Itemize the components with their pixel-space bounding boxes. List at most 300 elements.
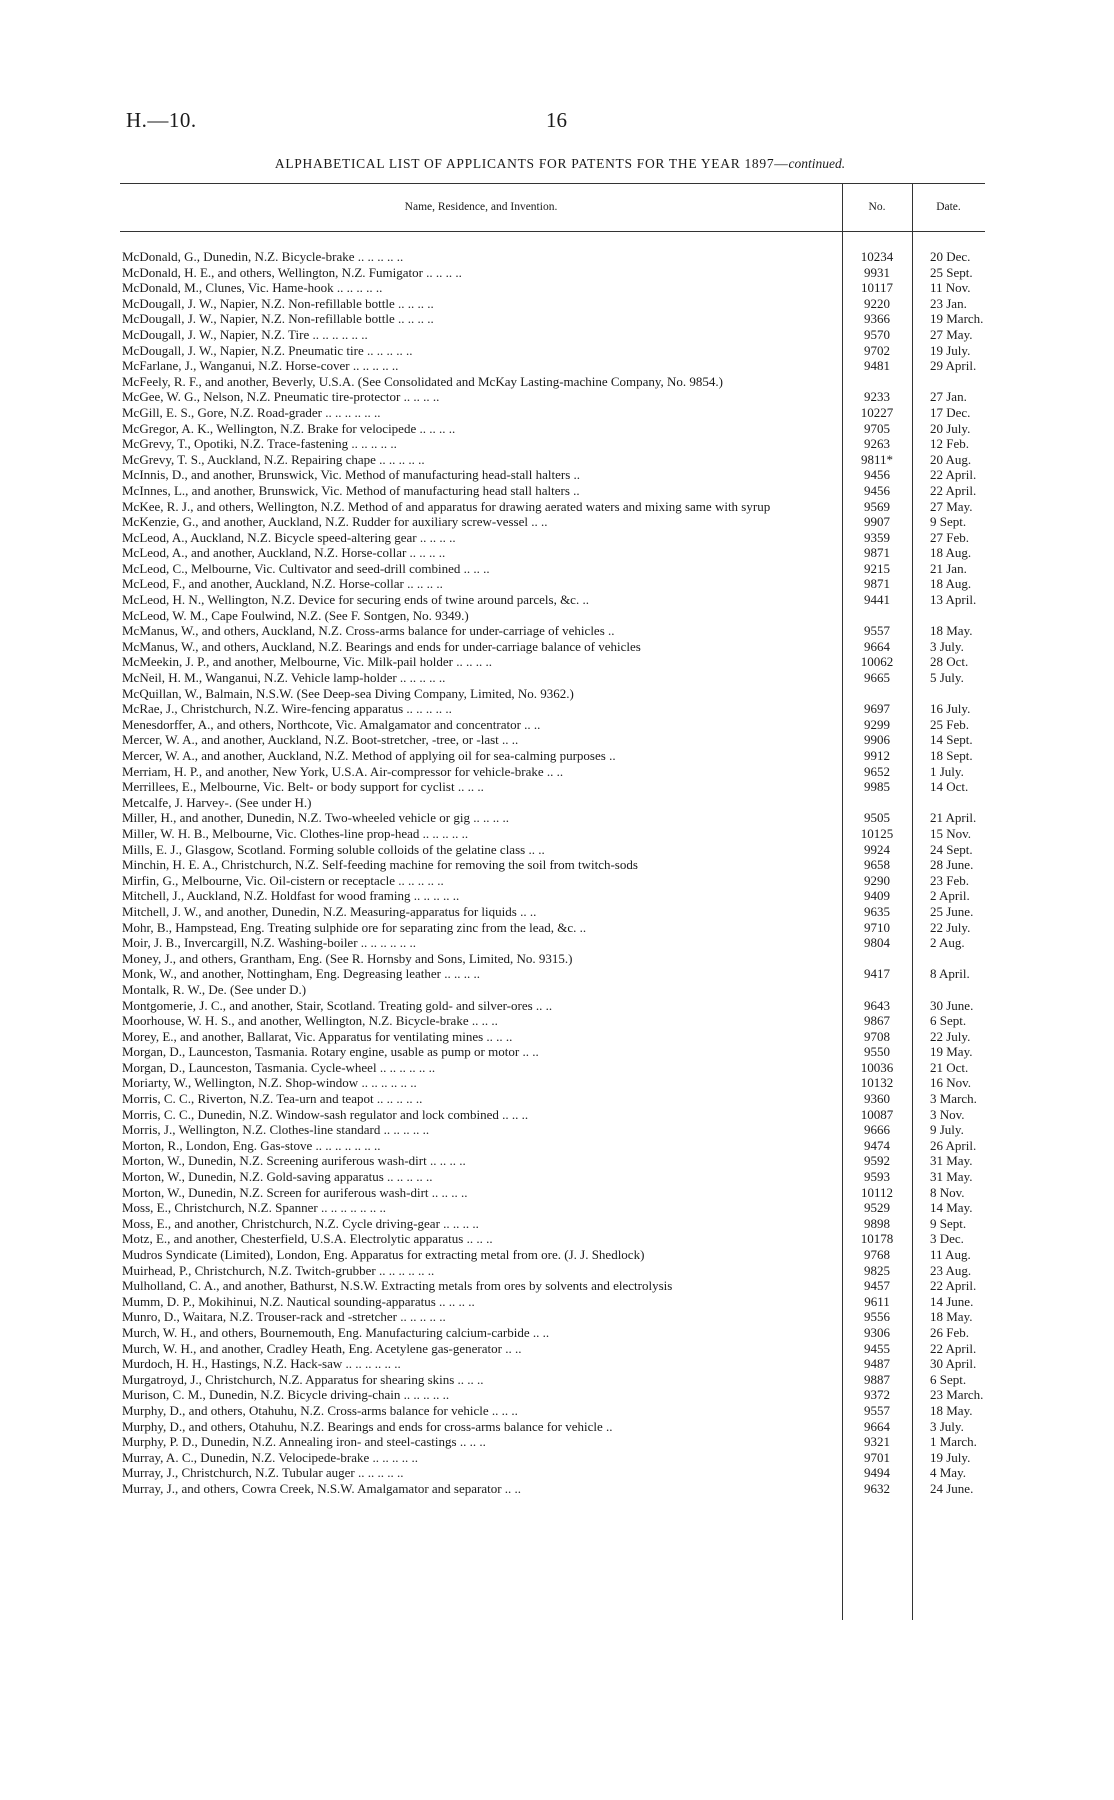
table-row — [120, 826, 985, 842]
table-row — [120, 717, 985, 733]
patent-number: 9592 — [864, 1153, 890, 1169]
application-date: 6 Sept. — [930, 1371, 967, 1387]
applicant-entry: Murgatroyd, J., Christchurch, N.Z. Apparatus for shearing skins .. .. .. — [122, 1371, 484, 1387]
patent-number: 9871 — [864, 545, 890, 561]
patent-number: 9664 — [864, 1418, 890, 1434]
application-date: 27 Jan. — [930, 389, 967, 405]
application-date: 3 Dec. — [930, 1231, 964, 1247]
column-header-no: No. — [868, 201, 886, 213]
table-row — [120, 857, 985, 873]
table-row — [120, 998, 985, 1014]
application-date: 25 June. — [930, 903, 974, 919]
table-row — [120, 530, 985, 546]
patent-number: 9455 — [864, 1340, 890, 1356]
application-date: 27 May. — [930, 326, 973, 342]
patent-number: 9825 — [864, 1262, 890, 1278]
applicant-entry: Murray, J., Christchurch, N.Z. Tubular auger .. .. .. .. .. — [122, 1465, 404, 1481]
table-row — [120, 1122, 985, 1138]
applicant-entry: McKenzie, G., and another, Auckland, N.Z. Rudder for auxiliary screw-vessel .. .. — [122, 514, 548, 530]
table-row — [120, 810, 985, 826]
application-date: 18 Sept. — [930, 748, 973, 763]
table-row — [120, 1153, 985, 1169]
application-date: 25 Feb. — [930, 716, 969, 732]
patent-number: 9233 — [864, 389, 890, 405]
application-date: 18 May. — [930, 1402, 973, 1418]
applicant-entry: Mudros Syndicate (Limited), London, Eng. Apparatus for extracting metal from ore. (J. J. Shedlock) — [122, 1247, 645, 1262]
patent-number: 9550 — [864, 1044, 890, 1060]
patent-number: 9710 — [864, 919, 890, 935]
table-row — [120, 1450, 985, 1466]
application-date: 1 March. — [930, 1434, 977, 1450]
applicant-entry: McDonald, G., Dunedin, N.Z. Bicycle-brake .. .. .. .. .. — [122, 249, 404, 264]
table-body — [120, 249, 985, 1497]
application-date: 20 July. — [930, 420, 971, 436]
patent-number: 10112 — [860, 1184, 894, 1200]
applicant-entry: Morton, R., London, Eng. Gas-stove .. .. .. .. .. .. .. — [122, 1137, 381, 1153]
table-row — [120, 795, 985, 811]
application-date: 4 May. — [930, 1465, 966, 1481]
application-date: 18 May. — [930, 623, 973, 639]
table-row — [120, 1325, 985, 1341]
table-top-rule — [120, 183, 985, 184]
table-row — [120, 608, 985, 624]
table-row — [120, 1434, 985, 1450]
patent-number: 9664 — [864, 638, 890, 654]
table-row — [120, 1231, 985, 1247]
applicant-entry: Mulholland, C. A., and another, Bathurst, N.S.W. Extracting metals from ores by solvents and electrolysis — [122, 1278, 673, 1294]
patent-number: 9366 — [864, 311, 890, 327]
applicant-entry: Miller, H., and another, Dunedin, N.Z. Two-wheeled vehicle or gig .. .. .. .. — [122, 810, 509, 826]
applicant-entry: Murdoch, H. H., Hastings, N.Z. Hack-saw .. .. .. .. .. .. — [122, 1356, 401, 1372]
applicant-entry: Munro, D., Waitara, N.Z. Trouser-rack and -stretcher .. .. .. .. .. — [122, 1309, 446, 1325]
patent-number: 9557 — [864, 1402, 890, 1418]
patent-number: 10234 — [860, 249, 894, 264]
patent-number: 9299 — [864, 716, 890, 732]
applicant-entry: McKee, R. J., and others, Wellington, N.Z. Method of and apparatus for drawing aerated waters and mixing same with syrup — [122, 498, 771, 514]
applicant-entry: Mitchell, J. W., and another, Dunedin, N.Z. Measuring-apparatus for liquids .. .. — [122, 903, 537, 919]
patent-number: 9306 — [864, 1324, 890, 1340]
application-date: 8 April. — [930, 966, 970, 982]
applicant-entry: Moss, E., Christchurch, N.Z. Spanner .. .. .. .. .. .. .. — [122, 1200, 386, 1216]
column-header-date: Date. — [936, 201, 961, 213]
patent-number: 10062 — [860, 654, 894, 670]
patent-number: 9985 — [864, 779, 890, 795]
application-date: 28 June. — [930, 857, 974, 873]
document-reference: H.—10. — [126, 108, 197, 132]
table-row — [120, 1278, 985, 1294]
table-row — [120, 467, 985, 483]
table-row — [120, 499, 985, 515]
table-row — [120, 748, 985, 764]
patent-number: 9290 — [864, 872, 890, 888]
table-row — [120, 732, 985, 748]
applicant-entry: McLeod, A., Auckland, N.Z. Bicycle speed-altering gear .. .. .. .. — [122, 529, 456, 545]
patent-number: 9474 — [864, 1137, 890, 1153]
table-row — [120, 592, 985, 608]
patent-number: 10125 — [860, 825, 894, 841]
application-date: 23 Jan. — [930, 295, 967, 311]
applicant-entry: Morton, W., Dunedin, N.Z. Screen for auriferous wash-dirt .. .. .. .. — [122, 1184, 468, 1200]
application-date: 23 Feb. — [930, 872, 969, 888]
table-row — [120, 1372, 985, 1388]
patent-number: 9372 — [864, 1387, 890, 1403]
application-date: 2 April. — [930, 888, 970, 904]
table-row — [120, 358, 985, 374]
applicant-entry: Mitchell, J., Auckland, N.Z. Holdfast for wood framing .. .. .. .. .. — [122, 888, 460, 904]
table-row — [120, 405, 985, 421]
patent-number: 9705 — [864, 420, 890, 436]
table-row — [120, 888, 985, 904]
applicant-entry: McManus, W., and others, Auckland, N.Z. Bearings and ends for under-carriage balance of vehicles — [122, 638, 641, 654]
table-row — [120, 982, 985, 998]
applicant-entry: Mirfin, G., Melbourne, Vic. Oil-cistern or receptacle .. .. .. .. .. — [122, 872, 444, 888]
table-row — [120, 1216, 985, 1232]
application-date: 22 April. — [930, 1340, 977, 1356]
application-date: 23 March. — [930, 1387, 984, 1403]
patent-number: 9529 — [864, 1200, 890, 1216]
table-row — [120, 1294, 985, 1310]
list-title — [120, 156, 1000, 172]
table-row — [120, 1169, 985, 1185]
patent-number: 9907 — [864, 514, 890, 530]
patent-number: 9220 — [864, 295, 890, 311]
table-row — [120, 1075, 985, 1091]
patent-number: 9665 — [864, 670, 890, 686]
table-row — [120, 1013, 985, 1029]
applicant-entry: Morris, J., Wellington, N.Z. Clothes-line standard .. .. .. .. .. — [122, 1122, 430, 1138]
table-row — [120, 1060, 985, 1076]
application-date: 22 April. — [930, 467, 977, 483]
patent-number: 9632 — [864, 1480, 890, 1496]
applicant-entry: Moorhouse, W. H. S., and another, Wellington, N.Z. Bicycle-brake .. .. .. — [122, 1013, 498, 1029]
table-row — [120, 764, 985, 780]
applicant-entry: McGregor, A. K., Wellington, N.Z. Brake for velocipede .. .. .. .. — [122, 420, 456, 436]
application-date: 14 Oct. — [930, 779, 969, 795]
applicant-entry: Morris, C. C., Dunedin, N.Z. Window-sash regulator and lock combined .. .. .. — [122, 1106, 529, 1122]
application-date: 14 Sept. — [930, 732, 973, 748]
patent-number: 9768 — [864, 1247, 890, 1262]
applicant-entry: Miller, W. H. B., Melbourne, Vic. Clothes-line prop-head .. .. .. .. .. — [122, 825, 469, 841]
applicant-entry: McMeekin, J. P., and another, Melbourne, Vic. Milk-pail holder .. .. .. .. — [122, 654, 492, 670]
patent-number: 9570 — [864, 326, 890, 342]
table-row — [120, 1356, 985, 1372]
patent-number: 9417 — [864, 966, 890, 982]
table-row — [120, 904, 985, 920]
table-row — [120, 1481, 985, 1497]
patent-number: 9360 — [864, 1091, 890, 1107]
application-date: 15 Nov. — [930, 825, 972, 841]
table-row — [120, 1341, 985, 1357]
patent-number: 9867 — [864, 1013, 890, 1029]
patent-number: 9697 — [864, 701, 890, 717]
table-row — [120, 1185, 985, 1201]
applicant-entry: Mercer, W. A., and another, Auckland, N.Z. Method of applying oil for sea-calming purposes .. — [122, 748, 616, 763]
table-row — [120, 327, 985, 343]
applicant-entry: Morton, W., Dunedin, N.Z. Gold-saving apparatus .. .. .. .. .. — [122, 1169, 433, 1185]
application-date: 29 April. — [930, 358, 977, 374]
application-date: 23 Aug. — [930, 1262, 972, 1278]
applicant-entry: Motz, E., and another, Chesterfield, U.S.A. Electrolytic apparatus .. .. .. — [122, 1231, 493, 1247]
applicant-entry: McDougall, J. W., Napier, N.Z. Non-refillable bottle .. .. .. .. — [122, 311, 434, 327]
patent-number: 9912 — [864, 748, 890, 763]
application-date: 30 June. — [930, 997, 974, 1013]
table-row — [120, 623, 985, 639]
application-date: 22 April. — [930, 482, 977, 498]
table-row — [120, 280, 985, 296]
patent-number: 9569 — [864, 498, 890, 514]
application-date: 26 April. — [930, 1137, 977, 1153]
patent-number: 9931 — [864, 264, 890, 280]
patent-number: 9457 — [864, 1278, 890, 1294]
application-date: 25 Sept. — [930, 264, 973, 280]
table-row — [120, 1029, 985, 1045]
patent-number: 9871 — [864, 576, 890, 592]
table-row — [120, 1387, 985, 1403]
patent-number: 9666 — [864, 1122, 890, 1138]
application-date: 18 May. — [930, 1309, 973, 1325]
patent-number: 9441 — [864, 592, 890, 608]
table-row — [120, 421, 985, 437]
application-date: 21 Oct. — [930, 1059, 969, 1075]
patent-number: 9481 — [864, 358, 890, 374]
application-date: 24 June. — [930, 1480, 974, 1496]
applicant-entry: McManus, W., and others, Auckland, N.Z. Cross-arms balance for under-carriage of vehicles .. — [122, 623, 615, 639]
table-row — [120, 389, 985, 405]
applicant-entry: Morton, W., Dunedin, N.Z. Screening auriferous wash-dirt .. .. .. .. — [122, 1153, 466, 1169]
applicant-entry: McDougall, J. W., Napier, N.Z. Non-refillable bottle .. .. .. .. — [122, 295, 434, 311]
list-title-main: ALPHABETICAL LIST OF APPLICANTS FOR PATENTS FOR THE YEAR 1897— — [274, 156, 789, 171]
application-date: 18 Aug. — [930, 576, 972, 592]
patent-number: 9652 — [864, 763, 890, 779]
applicant-entry: Menesdorffer, A., and others, Northcote, Vic. Amalgamator and concentrator .. .. — [122, 716, 541, 732]
application-date: 27 Feb. — [930, 529, 969, 545]
applicant-entry: Moriarty, W., Wellington, N.Z. Shop-window .. .. .. .. .. .. — [122, 1075, 417, 1091]
applicant-entry: Money, J., and others, Grantham, Eng. (See R. Hornsby and Sons, Limited, No. 9315.) — [122, 950, 573, 966]
table-row — [120, 654, 985, 670]
applicant-entry: McInnis, D., and another, Brunswick, Vic. Method of manufacturing head-stall halters .. — [122, 467, 581, 483]
patent-number: 10036 — [860, 1059, 894, 1075]
application-date: 9 Sept. — [930, 1215, 967, 1231]
table-row — [120, 561, 985, 577]
patent-number: 9701 — [864, 1449, 890, 1465]
table-row — [120, 576, 985, 592]
applicant-entry: Montgomerie, J. C., and another, Stair, Scotland. Treating gold- and silver-ores .. .. — [122, 997, 553, 1013]
table-row — [120, 670, 985, 686]
application-date: 24 Sept. — [930, 841, 973, 857]
patent-number: 9556 — [864, 1309, 890, 1325]
application-date: 19 July. — [930, 342, 971, 358]
table-row — [120, 1309, 985, 1325]
applicant-entry: Moir, J. B., Invercargill, N.Z. Washing-boiler .. .. .. .. .. .. — [122, 935, 417, 951]
application-date: 19 March. — [930, 311, 984, 327]
applicant-entry: McDonald, H. E., and others, Wellington, N.Z. Fumigator .. .. .. .. — [122, 264, 462, 280]
table-row — [120, 1200, 985, 1216]
application-date: 3 Nov. — [930, 1106, 965, 1122]
application-date: 14 June. — [930, 1293, 974, 1309]
applicant-entry: McLeod, W. M., Cape Foulwind, N.Z. (See F. Sontgen, No. 9349.) — [122, 607, 469, 623]
table-row — [120, 1044, 985, 1060]
applicants-table — [120, 183, 985, 1620]
patent-number: 9804 — [864, 935, 890, 951]
application-date: 12 Feb. — [930, 436, 969, 452]
application-date: 27 May. — [930, 498, 973, 514]
application-date: 3 July. — [930, 638, 964, 654]
patent-number: 9593 — [864, 1169, 890, 1185]
applicant-entry: Murch, W. H., and others, Bournemouth, Eng. Manufacturing calcium-carbide .. .. — [122, 1324, 550, 1340]
application-date: 30 April. — [930, 1356, 977, 1372]
application-date: 19 May. — [930, 1044, 973, 1060]
application-date: 22 July. — [930, 919, 971, 935]
patent-number: 9898 — [864, 1215, 890, 1231]
applicant-entry: Metcalfe, J. Harvey-. (See under H.) — [122, 794, 312, 810]
table-row — [120, 1419, 985, 1435]
table-row — [120, 873, 985, 889]
patent-number: 10132 — [860, 1075, 894, 1091]
application-date: 20 Aug. — [930, 451, 972, 467]
patent-number: 9263 — [864, 436, 890, 452]
applicant-entry: Morris, C. C., Riverton, N.Z. Tea-urn and teapot .. .. .. .. .. — [122, 1091, 423, 1107]
application-date: 31 May. — [930, 1169, 973, 1185]
applicant-entry: Morgan, D., Launceston, Tasmania. Rotary engine, usable as pump or motor .. .. — [122, 1044, 539, 1060]
table-row — [120, 701, 985, 717]
applicant-entry: Mills, E. J., Glasgow, Scotland. Forming soluble colloids of the gelatine class .. .. — [122, 841, 545, 857]
applicant-entry: Muirhead, P., Christchurch, N.Z. Twitch-grubber .. .. .. .. .. .. — [122, 1262, 435, 1278]
applicant-entry: Mumm, D. P., Mokihinui, N.Z. Nautical sounding-apparatus .. .. .. .. — [122, 1293, 475, 1309]
patent-number: 9811* — [860, 451, 894, 467]
table-row — [120, 951, 985, 967]
table-row — [120, 639, 985, 655]
application-date: 13 April. — [930, 592, 977, 608]
applicant-entry: Monk, W., and another, Nottingham, Eng. Degreasing leather .. .. .. .. — [122, 966, 480, 982]
list-title-suffix: continued. — [788, 156, 846, 171]
applicant-entry: McRae, J., Christchurch, N.Z. Wire-fencing apparatus .. .. .. .. .. — [122, 701, 452, 717]
applicant-entry: Murray, J., and others, Cowra Creek, N.S.W. Amalgamator and separator .. .. — [122, 1480, 522, 1496]
applicant-entry: Minchin, H. E. A., Christchurch, N.Z. Self-feeding machine for removing the soil from twitch-sods — [122, 857, 638, 873]
application-date: 16 July. — [930, 701, 971, 717]
application-date: 18 Aug. — [930, 545, 972, 561]
applicant-entry: McLeod, C., Melbourne, Vic. Cultivator and seed-drill combined .. .. .. — [122, 560, 490, 576]
patent-number: 9611 — [864, 1293, 890, 1309]
patent-number: 9487 — [864, 1356, 890, 1372]
table-row — [120, 1263, 985, 1279]
patent-number: 9456 — [864, 467, 890, 483]
table-row — [120, 545, 985, 561]
applicant-entry: Murch, W. H., and another, Cradley Heath, Eng. Acetylene gas-generator .. .. — [122, 1340, 522, 1356]
applicant-entry: McGrevy, T. S., Auckland, N.Z. Repairing chape .. .. .. .. .. — [122, 451, 425, 467]
application-date: 14 May. — [930, 1200, 973, 1216]
applicant-entry: McFarlane, J., Wanganui, N.Z. Horse-cover .. .. .. .. .. — [122, 358, 399, 374]
application-date: 9 Sept. — [930, 514, 967, 530]
patent-number: 9409 — [864, 888, 890, 904]
application-date: 17 Dec. — [930, 404, 971, 420]
application-date: 5 July. — [930, 670, 964, 686]
patent-number: 10178 — [860, 1231, 894, 1247]
patent-number: 10087 — [860, 1106, 894, 1122]
application-date: 16 Nov. — [930, 1075, 972, 1091]
applicant-entry: McGee, W. G., Nelson, N.Z. Pneumatic tire-protector .. .. .. .. — [122, 389, 440, 405]
applicant-entry: McQuillan, W., Balmain, N.S.W. (See Deep-sea Diving Company, Limited, No. 9362.) — [122, 685, 574, 701]
application-date: 19 July. — [930, 1449, 971, 1465]
patent-number: 10227 — [860, 404, 894, 420]
table-row — [120, 249, 985, 265]
table-row — [120, 452, 985, 468]
patent-number: 9456 — [864, 482, 890, 498]
column-header-name: Name, Residence, and Invention. — [404, 201, 558, 213]
applicant-entry: Murphy, P. D., Dunedin, N.Z. Annealing iron- and steel-castings .. .. .. — [122, 1434, 486, 1450]
patent-number: 9702 — [864, 342, 890, 358]
page-header — [126, 108, 986, 138]
table-row — [120, 311, 985, 327]
table-row — [120, 1091, 985, 1107]
application-date: 2 Aug. — [930, 935, 965, 951]
application-date: 9 July. — [930, 1122, 964, 1138]
application-date: 26 Feb. — [930, 1324, 969, 1340]
table-row — [120, 483, 985, 499]
table-row — [120, 966, 985, 982]
applicant-entry: Morgan, D., Launceston, Tasmania. Cycle-wheel .. .. .. .. .. .. — [122, 1059, 436, 1075]
application-date: 11 Nov. — [930, 280, 971, 296]
patent-number: 9635 — [864, 903, 890, 919]
patent-number: 9643 — [864, 997, 890, 1013]
patent-number: 9887 — [864, 1371, 890, 1387]
applicant-entry: McFeely, R. F., and another, Beverly, U.S.A. (See Consolidated and McKay Lasting-machine Company, No. 9854.) — [122, 373, 724, 389]
table-row — [120, 1138, 985, 1154]
table-row — [120, 779, 985, 795]
table-row — [120, 920, 985, 936]
application-date: 22 April. — [930, 1278, 977, 1294]
application-date: 21 April. — [930, 810, 977, 826]
applicant-entry: Mohr, B., Hampstead, Eng. Treating sulphide ore for separating zinc from the lead, &c. .. — [122, 919, 587, 935]
table-row — [120, 436, 985, 452]
application-date: 11 Aug. — [930, 1247, 971, 1262]
applicant-entry: Murison, C. M., Dunedin, N.Z. Bicycle driving-chain .. .. .. .. .. — [122, 1387, 450, 1403]
applicant-entry: Murray, A. C., Dunedin, N.Z. Velocipede-brake .. .. .. .. .. — [122, 1449, 419, 1465]
application-date: 28 Oct. — [930, 654, 969, 670]
table-row — [120, 296, 985, 312]
table-row — [120, 1403, 985, 1419]
patent-number: 10117 — [860, 280, 894, 296]
patent-number: 9494 — [864, 1465, 890, 1481]
application-date: 20 Dec. — [930, 249, 971, 264]
applicant-entry: McLeod, F., and another, Auckland, N.Z. Horse-collar .. .. .. .. — [122, 576, 443, 592]
applicant-entry: McDonald, M., Clunes, Vic. Hame-hook .. .. .. .. .. — [122, 280, 383, 296]
application-date: 21 Jan. — [930, 560, 967, 576]
applicant-entry: McLeod, A., and another, Auckland, N.Z. Horse-collar .. .. .. .. — [122, 545, 446, 561]
applicant-entry: Moss, E., and another, Christchurch, N.Z. Cycle driving-gear .. .. .. .. — [122, 1215, 479, 1231]
applicant-entry: Montalk, R. W., De. (See under D.) — [122, 981, 307, 997]
table-row — [120, 1247, 985, 1263]
applicant-entry: Merrillees, E., Melbourne, Vic. Belt- or body support for cyclist .. .. .. — [122, 779, 484, 795]
applicant-entry: McInnes, L., and another, Brunswick, Vic. Method of manufacturing head stall halters .. — [122, 482, 580, 498]
patent-number: 9924 — [864, 841, 890, 857]
application-date: 6 Sept. — [930, 1013, 967, 1029]
table-row — [120, 686, 985, 702]
table-row — [120, 514, 985, 530]
applicant-entry: Morey, E., and another, Ballarat, Vic. Apparatus for ventilating mines .. .. .. — [122, 1028, 513, 1044]
applicant-entry: Mercer, W. A., and another, Auckland, N.Z. Boot-stretcher, -tree, or -last .. .. — [122, 732, 519, 748]
patent-number: 9321 — [864, 1434, 890, 1450]
applicant-entry: McNeil, H. M., Wanganui, N.Z. Vehicle lamp-holder .. .. .. .. .. — [122, 670, 446, 686]
patent-number: 9658 — [864, 857, 890, 873]
page-number: 16 — [546, 108, 567, 132]
table-header-rule — [120, 231, 985, 232]
table-row — [120, 374, 985, 390]
applicant-entry: Murphy, D., and others, Otahuhu, N.Z. Cross-arms balance for vehicle .. .. .. — [122, 1402, 518, 1418]
application-date: 31 May. — [930, 1153, 973, 1169]
table-row — [120, 1107, 985, 1123]
patent-number: 9557 — [864, 623, 890, 639]
table-row — [120, 842, 985, 858]
